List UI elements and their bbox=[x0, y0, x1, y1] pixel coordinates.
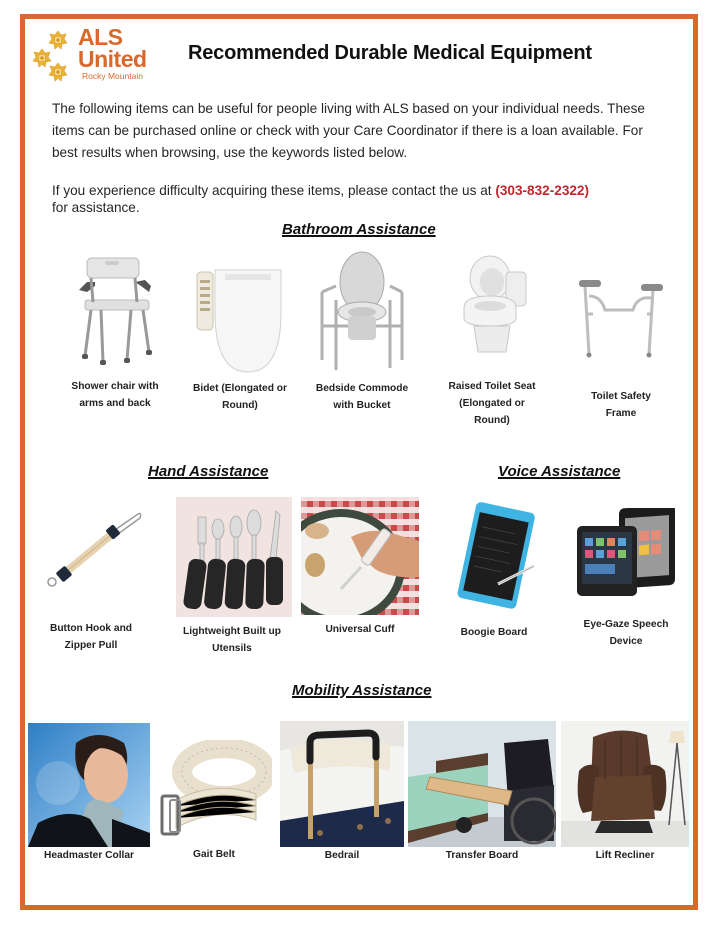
item-universal-cuff bbox=[300, 497, 420, 638]
gait-belt-image bbox=[156, 740, 272, 846]
section-heading-hand: Hand Assistance bbox=[148, 463, 269, 480]
contact-paragraph bbox=[52, 182, 672, 216]
item-button-hook bbox=[36, 500, 146, 654]
item-bidet bbox=[175, 252, 305, 414]
section-heading-voice: Voice Assistance bbox=[498, 463, 621, 480]
toilet-safety-frame-image bbox=[571, 270, 671, 360]
button-hook-image bbox=[36, 500, 146, 600]
bidet-image bbox=[185, 252, 295, 374]
item-shower-chair bbox=[50, 252, 180, 412]
logo-subtitle: Rocky Mountain bbox=[82, 71, 143, 81]
logo-wordmark bbox=[78, 26, 147, 70]
headmaster-collar-image bbox=[28, 723, 150, 847]
item-bedrail bbox=[279, 721, 405, 864]
item-toilet-safety-frame bbox=[566, 270, 676, 422]
eye-gaze-device-image bbox=[571, 508, 681, 602]
item-gait-belt bbox=[155, 740, 273, 863]
item-label: Raised Toilet Seat (Elongated or Round) bbox=[448, 381, 536, 426]
item-label: Lift Recliner bbox=[595, 850, 655, 861]
sun-emblem-icon bbox=[32, 30, 72, 82]
item-label: Bedrail bbox=[324, 850, 360, 861]
item-lift-recliner bbox=[560, 721, 690, 864]
utensils-image bbox=[176, 497, 292, 617]
page-title: Recommended Durable Medical Equipment bbox=[188, 42, 592, 64]
item-label: Headmaster Collar bbox=[43, 850, 135, 861]
item-label: Shower chair with arms and back bbox=[71, 381, 159, 409]
universal-cuff-image bbox=[301, 497, 419, 615]
item-label: Bidet (Elongated or Round) bbox=[193, 383, 287, 411]
als-united-logo bbox=[32, 26, 172, 86]
item-label: Lightweight Built up Utensils bbox=[183, 626, 281, 654]
bedrail-image bbox=[280, 721, 404, 847]
transfer-board-image bbox=[408, 721, 556, 847]
item-label: Bedside Commode with Bucket bbox=[315, 383, 409, 411]
item-boogie-board bbox=[446, 500, 542, 641]
contact-suffix: for assistance. bbox=[52, 200, 140, 215]
logo-line-als: ALS bbox=[78, 24, 123, 50]
item-raised-toilet-seat bbox=[437, 252, 547, 429]
logo-line-united: United bbox=[78, 46, 147, 72]
item-headmaster-collar bbox=[27, 723, 151, 864]
section-heading-mobility: Mobility Assistance bbox=[292, 682, 432, 699]
raised-toilet-seat-image bbox=[452, 252, 532, 356]
item-transfer-board bbox=[407, 721, 557, 864]
phone-number[interactable]: (303-832-2322) bbox=[495, 183, 590, 198]
item-bedside-commode bbox=[302, 250, 422, 414]
item-label: Transfer Board bbox=[445, 850, 519, 861]
section-heading-bathroom: Bathroom Assistance bbox=[282, 221, 436, 238]
item-label: Gait Belt bbox=[193, 849, 235, 860]
item-utensils bbox=[172, 497, 296, 657]
item-label: Boogie Board bbox=[460, 627, 528, 638]
contact-text: If you experience difficulty acquiring these items, please contact the us at bbox=[52, 183, 496, 198]
lift-recliner-image bbox=[561, 721, 689, 847]
boogie-board-image bbox=[448, 500, 540, 612]
shower-chair-image bbox=[65, 252, 165, 372]
item-label: Universal Cuff bbox=[325, 624, 395, 635]
item-label: Eye-Gaze Speech Device bbox=[583, 619, 669, 647]
item-label: Toilet Safety Frame bbox=[591, 391, 651, 419]
item-eye-gaze-device bbox=[566, 508, 686, 650]
intro-paragraph: The following items can be useful for people living with ALS based on your individual needs. These items can be purchased online or check with your Care Coordinator if there is a loan available. For best results when browsing, use the keywords listed below. bbox=[52, 101, 645, 160]
commode-image bbox=[312, 250, 412, 374]
item-label: Button Hook and Zipper Pull bbox=[49, 623, 133, 651]
